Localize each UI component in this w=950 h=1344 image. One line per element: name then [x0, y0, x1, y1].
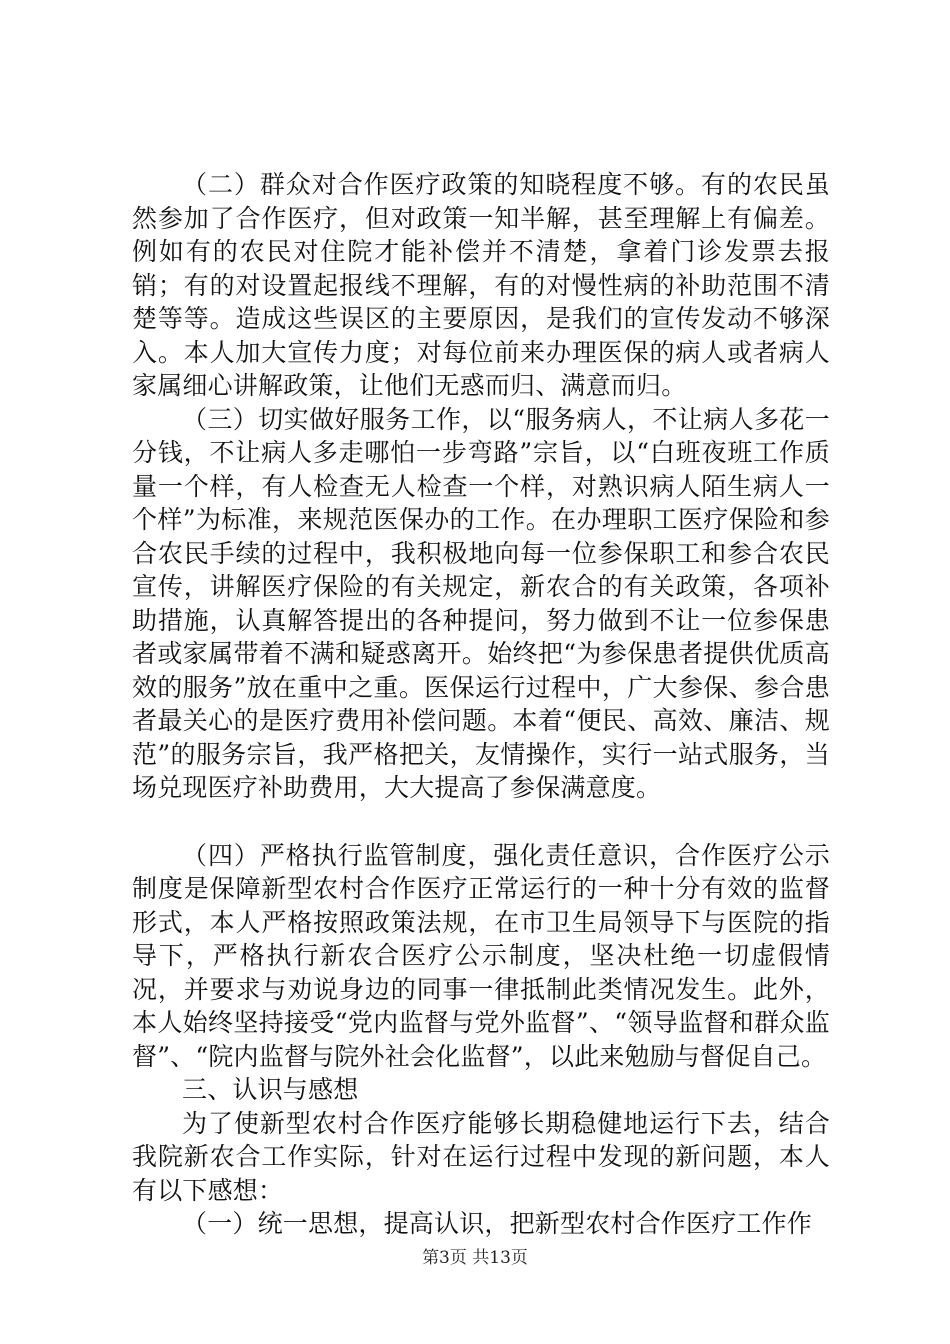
- page-footer: [0, 1243, 950, 1268]
- paragraph-reflections-intro: 为了使新型农村合作医疗能够长期稳健地运行下去，结合我院新农合工作实际，针对在运行过程中发现的新问题，本人有以下感想：: [132, 1108, 830, 1205]
- section-heading-reflections: 三、认识与感想: [182, 1075, 359, 1104]
- paragraph-supervision: （四）严格执行监管制度，强化责任意识，合作医疗公示制度是保障新型农村合作医疗正常运行的一种十分有效的监督形式，本人严格按照政策法规，在市卫生局领导下与医院的指导下，严格执行新农合医疗公示制度，坚决杜绝一切虚假情况，并要求与劝说身边的同事一律抵制此类情况发生。此外，本人始终坚持接受“党内监督与党外监督”、“领导监督和群众监督”、“院内监督与院外社会化监督”，以此来勉励与督促自己。: [132, 840, 830, 1071]
- paragraph-public-awareness: （二）群众对合作医疗政策的知晓程度不够。有的农民虽然参加了合作医疗，但对政策一知半解，甚至理解上有偏差。例如有的农民对住院才能补偿并不清楚，拿着门诊发票去报销；有的对设置起报线不理解，有的对慢性病的补助范围不清楚等等。造成这些误区的主要原因，是我们的宣传发动不够深入。本人加大宣传力度；对每位前来办理医保的病人或者病人家属细心讲解政策，让他们无惑而归、满意而归。: [132, 170, 830, 400]
- paragraph-spacer: [132, 805, 830, 839]
- paragraph-unify-thinking: （一）统一思想，提高认识，把新型农村合作医疗工作作: [182, 1209, 813, 1238]
- document-body: [132, 168, 830, 1241]
- page-number-label: 第3页 共13页: [422, 1248, 528, 1268]
- paragraph-service-work: （三）切实做好服务工作，以“服务病人，不让病人多花一分钱，不让病人多走哪怕一步弯路”宗旨，以“白班夜班工作质量一个样，有人检查无人检查一个样，对熟识病人陌生病人一个样”为标准，来规范医保办的工作。在办理职工医疗保险和参合农民手续的过程中，我积极地向每一位参保职工和参合农民宣传，讲解医疗保险的有关规定，新农合的有关政策，各项补助措施，认真解答提出的各种提问，努力做到不让一位参保患者或家属带着不满和疑惑离开。始终把“为参保患者提供优质高效的服务”放在重中之重。医保运行过程中，广大参保、参合患者最关心的是医疗费用补偿问题。本着“便民、高效、廉洁、规范”的服务宗旨，我严格把关，友情操作，实行一站式服务，当场兑现医疗补助费用，大大提高了参保满意度。: [132, 404, 830, 802]
